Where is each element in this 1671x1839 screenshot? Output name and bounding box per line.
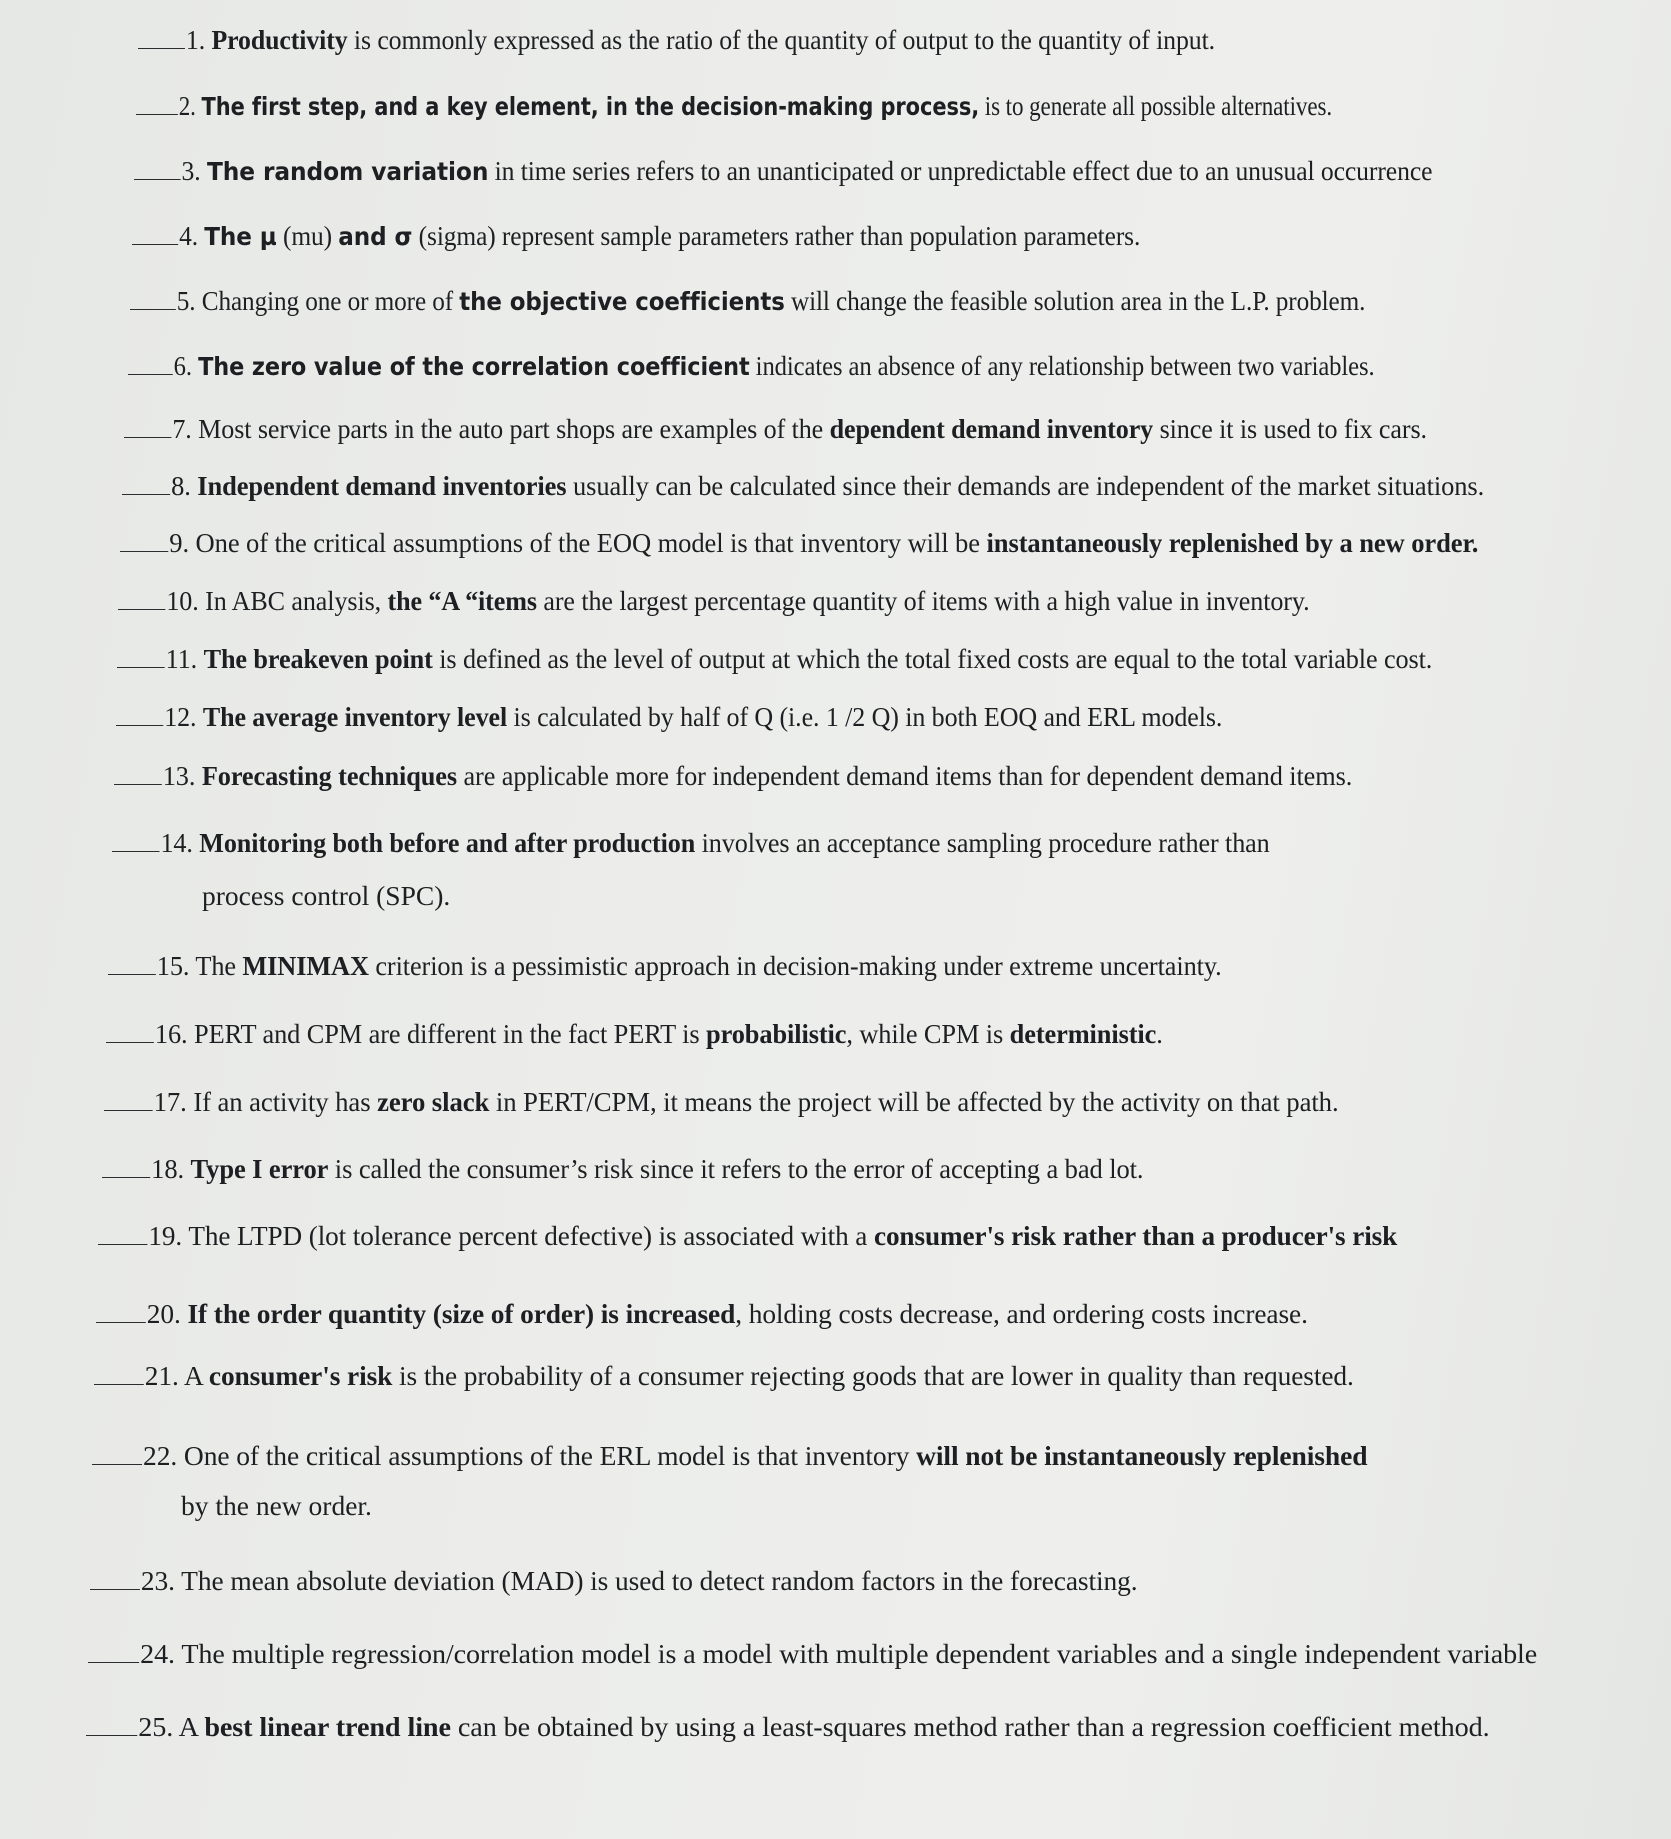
question-row <box>90 1565 1138 1597</box>
bold-phrase: consumer's risk rather than a producer's risk <box>873 1220 1398 1251</box>
question-number: 22. <box>143 1440 178 1471</box>
answer-blank[interactable] <box>104 1088 153 1111</box>
answer-blank[interactable] <box>90 1567 140 1590</box>
question-row <box>117 643 1432 675</box>
question-row <box>106 1018 1163 1050</box>
question-number: 19. <box>148 1220 183 1251</box>
question-number: 8. <box>171 470 191 501</box>
bold-phrase: zero slack <box>377 1086 490 1117</box>
statement-text: One of the critical assumptions of the EOQ model is that inventory will be <box>189 527 987 558</box>
question-number: 1. <box>185 24 206 55</box>
question-row <box>122 470 1484 502</box>
answer-blank[interactable] <box>86 1713 137 1736</box>
bold-phrase: dependent demand inventory <box>829 413 1154 444</box>
question-row <box>128 350 1375 383</box>
statement-text: (sigma) represent sample parameters rather than population parameters. <box>412 220 1141 251</box>
question-row <box>88 1638 1537 1670</box>
question-row <box>92 1440 1367 1472</box>
question-number: 21. <box>144 1360 179 1391</box>
question-row <box>132 220 1140 253</box>
bold-phrase: MINIMAX <box>242 950 369 981</box>
question-row <box>138 24 1215 56</box>
statement-text: are the largest percentage quantity of items with a high value in inventory. <box>536 585 1310 616</box>
statement-text: will change the feasible solution area in the L.P. problem. <box>784 285 1366 316</box>
question-number: 25. <box>138 1711 174 1742</box>
bold-phrase: The random variation <box>206 157 489 186</box>
statement-text: is defined as the level of output at which the total fixed costs are equal to the total variable cost. <box>432 643 1433 674</box>
question-number: 3. <box>181 155 201 186</box>
statement-text: is called the consumer’s risk since it refers to the error of accepting a bad lot. <box>328 1153 1144 1184</box>
statement-text: in time series refers to an unanticipated or unpredictable effect due to an unusual occurrence <box>488 155 1433 186</box>
bold-phrase: The average inventory level <box>202 701 508 732</box>
bold-phrase: Productivity <box>211 24 348 55</box>
answer-blank[interactable] <box>120 529 168 552</box>
bold-phrase: will not be instantaneously replenished <box>916 1440 1368 1471</box>
question-number: 4. <box>179 220 199 251</box>
question-number: 10. <box>166 585 199 616</box>
answer-blank[interactable] <box>117 645 165 668</box>
bold-phrase: The µ <box>204 222 277 251</box>
question-row <box>112 827 1270 859</box>
bold-phrase: the objective coefficients <box>459 287 785 316</box>
answer-blank[interactable] <box>112 829 160 852</box>
question-row <box>94 1360 1354 1392</box>
answer-blank[interactable] <box>116 703 163 726</box>
answer-blank[interactable] <box>108 952 156 975</box>
question-number: 20. <box>146 1298 181 1329</box>
question-number: 5. <box>176 285 196 316</box>
question-number: 7. <box>172 413 192 444</box>
question-number: 24. <box>140 1638 175 1669</box>
question-number: 17. <box>153 1086 187 1117</box>
question-number: 9. <box>169 527 190 558</box>
bold-phrase: deterministic <box>1009 1018 1157 1049</box>
statement-text: A <box>178 1360 209 1391</box>
statement-text: is commonly expressed as the ratio of the quantity of output to the quantity of input. <box>347 24 1216 55</box>
statement-text <box>181 1298 188 1329</box>
answer-blank[interactable] <box>138 26 185 49</box>
statement-text: The mean absolute deviation (MAD) is used to detect random factors in the forecasting. <box>174 1565 1138 1596</box>
question-number: 11. <box>165 643 198 674</box>
question-number: 2. <box>178 90 196 121</box>
bold-phrase: The breakeven point <box>203 643 433 674</box>
statement-text: can be obtained by using a least-squares method rather than a regression coefficient method. <box>450 1711 1490 1742</box>
question-number: 12. <box>164 701 197 732</box>
question-continuation: by the new order. <box>181 1490 372 1521</box>
bold-phrase: Monitoring both before and after production <box>199 827 696 858</box>
answer-blank[interactable] <box>94 1362 144 1385</box>
question-row <box>134 155 1432 188</box>
bold-phrase: Independent demand inventories <box>197 470 567 501</box>
question-row <box>98 1220 1397 1252</box>
statement-text: is calculated by half of Q (i.e. 1 /2 Q) in both EOQ and ERL models. <box>507 701 1223 732</box>
statement-text: PERT and CPM are different in the fact PERT is <box>187 1018 707 1049</box>
question-number: 6. <box>173 350 192 381</box>
answer-blank[interactable] <box>92 1442 142 1465</box>
answer-blank[interactable] <box>124 415 171 438</box>
statement-text: A <box>173 1711 205 1742</box>
statement-text: The LTPD (lot tolerance percent defective) is associated with a <box>182 1220 874 1251</box>
statement-text: usually can be calculated since their demands are independent of the market situations. <box>566 470 1485 501</box>
statement-text: criterion is a pessimistic approach in decision-making under extreme uncertainty. <box>368 950 1222 981</box>
answer-blank[interactable] <box>122 472 170 495</box>
statement-text: , while CPM is <box>846 1018 1010 1049</box>
bold-phrase: the “A “items <box>387 585 537 616</box>
bold-phrase: consumer's risk <box>208 1360 393 1391</box>
question-number: 18. <box>151 1153 185 1184</box>
question-row <box>104 1086 1339 1118</box>
question-row <box>86 1711 1490 1743</box>
bold-phrase: instantaneously replenished by a new order. <box>986 527 1479 558</box>
bold-phrase: The zero value of the correlation coefficient <box>198 352 750 381</box>
answer-blank[interactable] <box>136 92 178 115</box>
question-row <box>130 285 1365 318</box>
question-continuation: process control (SPC). <box>202 880 451 911</box>
statement-text: since it is used to fix cars. <box>1153 413 1427 444</box>
answer-blank[interactable] <box>132 222 178 245</box>
bold-phrase: best linear trend line <box>204 1711 451 1742</box>
statement-text: is the probability of a consumer rejecting goods that are lower in quality than requested. <box>392 1360 1354 1391</box>
statement-text: Most service parts in the auto part shops are examples of the <box>191 413 830 444</box>
question-number: 23. <box>140 1565 175 1596</box>
statement-text: , holding costs decrease, and ordering costs increase. <box>735 1298 1308 1329</box>
answer-blank[interactable] <box>102 1155 150 1178</box>
answer-blank[interactable] <box>106 1020 154 1043</box>
question-row <box>116 701 1222 733</box>
answer-blank[interactable] <box>98 1222 147 1245</box>
statement-text: The multiple regression/correlation model is a model with multiple dependent variables and a single independent variable <box>174 1638 1538 1669</box>
bold-phrase: Type I error <box>190 1153 329 1184</box>
bold-phrase: and σ <box>338 222 413 251</box>
question-number: 15. <box>156 950 190 981</box>
question-row <box>120 527 1478 559</box>
question-number: 14. <box>160 827 193 858</box>
statement-text: The <box>189 950 243 981</box>
answer-blank[interactable] <box>88 1640 139 1663</box>
question-row <box>114 760 1352 792</box>
bold-phrase: If the order quantity (size of order) is increased <box>187 1298 736 1329</box>
statement-text: indicates an absence of any relationship between two variables. <box>749 350 1375 381</box>
bold-phrase: Forecasting techniques <box>201 760 458 791</box>
bold-phrase: The first step, and a key element, in the decision-making process, <box>201 92 980 121</box>
answer-blank[interactable] <box>118 587 165 610</box>
answer-blank[interactable] <box>128 352 173 375</box>
question-row <box>124 413 1427 445</box>
answer-blank[interactable] <box>130 287 176 310</box>
answer-blank[interactable] <box>114 762 162 785</box>
bold-phrase: probabilistic <box>706 1018 847 1049</box>
statement-text: involves an acceptance sampling procedure rather than <box>695 827 1270 858</box>
statement-text: One of the critical assumptions of the ERL model is that inventory <box>177 1440 917 1471</box>
statement-text: In ABC analysis, <box>198 585 388 616</box>
question-row <box>136 90 1332 123</box>
question-row <box>102 1153 1143 1185</box>
answer-blank[interactable] <box>96 1300 146 1323</box>
statement-text: Changing one or more of <box>195 285 460 316</box>
statement-text: (mu) <box>276 220 339 251</box>
question-row <box>118 585 1310 617</box>
question-number: 16. <box>154 1018 188 1049</box>
question-number: 13. <box>162 760 196 791</box>
statement-text: in PERT/CPM, it means the project will be affected by the activity on that path. <box>489 1086 1339 1117</box>
answer-blank[interactable] <box>134 157 181 180</box>
question-row <box>96 1298 1308 1330</box>
statement-text: . <box>1156 1018 1163 1049</box>
statement-text: is to generate all possible alternatives. <box>979 90 1333 121</box>
question-row <box>108 950 1222 982</box>
statement-text: are applicable more for independent demand items than for dependent demand items. <box>457 760 1353 791</box>
statement-text: If an activity has <box>186 1086 378 1117</box>
